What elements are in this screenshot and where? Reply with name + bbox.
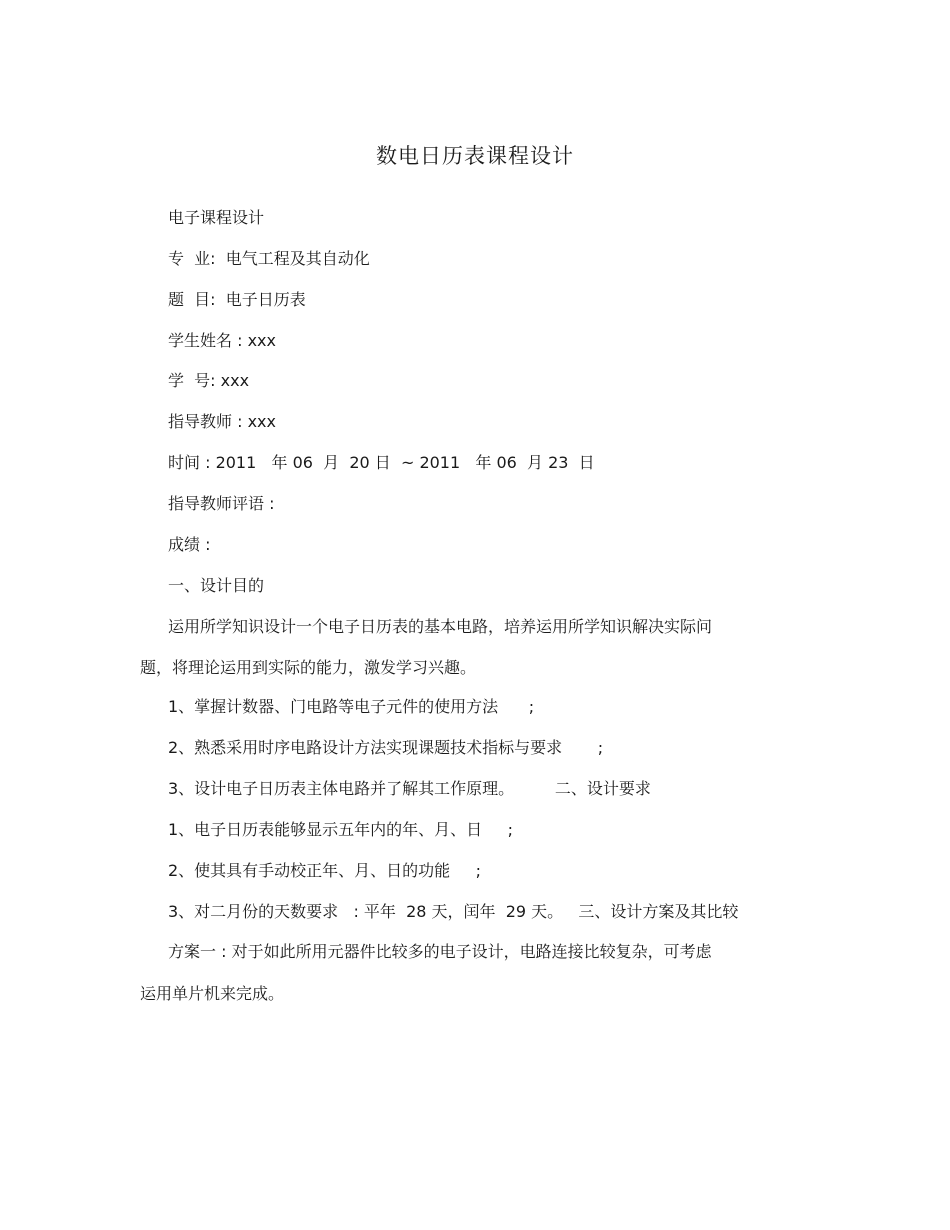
list-item: 1、电子日历表能够显示五年内的年、月、日 ; [168,820,514,839]
section-heading-purpose: 一、设计目的 [168,576,265,595]
paragraph-line: 运用所学知识设计一个电子日历表的基本电路，培养运用所学知识解决实际问 [168,617,713,636]
page-title: 数电日历表课程设计 [376,144,574,168]
major-field: 专 业: 电气工程及其自动化 [168,249,370,268]
paragraph-line: 题，将理论运用到实际的能力，激发学习兴趣。 [140,658,477,677]
advisor-comment-field: 指导教师评语 : [168,494,275,513]
student-name-field: 学生姓名 : xxx [168,331,276,350]
topic-field: 题 目: 电子日历表 [168,290,306,309]
list-item: 1、掌握计数器、门电路等电子元件的使用方法 ; [168,697,535,716]
advisor-field: 指导教师 : xxx [168,412,276,431]
paragraph-line: 方案一 : 对于如此所用元器件比较多的电子设计，电路连接比较复杂，可考虑 [168,942,712,961]
course-label: 电子课程设计 [168,208,265,227]
student-id-field: 学 号: xxx [168,371,250,390]
paragraph-line: 运用单片机来完成。 [140,984,285,1003]
list-item: 2、使其具有手动校正年、月、日的功能 ; [168,861,482,880]
time-field: 时间 : 2011 年 06 月 20 日 ~ 2011 年 06 月 23 日 [168,453,595,472]
list-item: 2、熟悉采用时序电路设计方法实现课题技术指标与要求 ; [168,738,604,757]
grade-field: 成绩 : [168,535,211,554]
list-item: 3、设计电子日历表主体电路并了解其工作原理。 二、设计要求 [168,779,651,798]
list-item: 3、对二月份的天数要求 : 平年 28 天，闰年 29 天。 三、设计方案及其比较 [168,902,739,921]
